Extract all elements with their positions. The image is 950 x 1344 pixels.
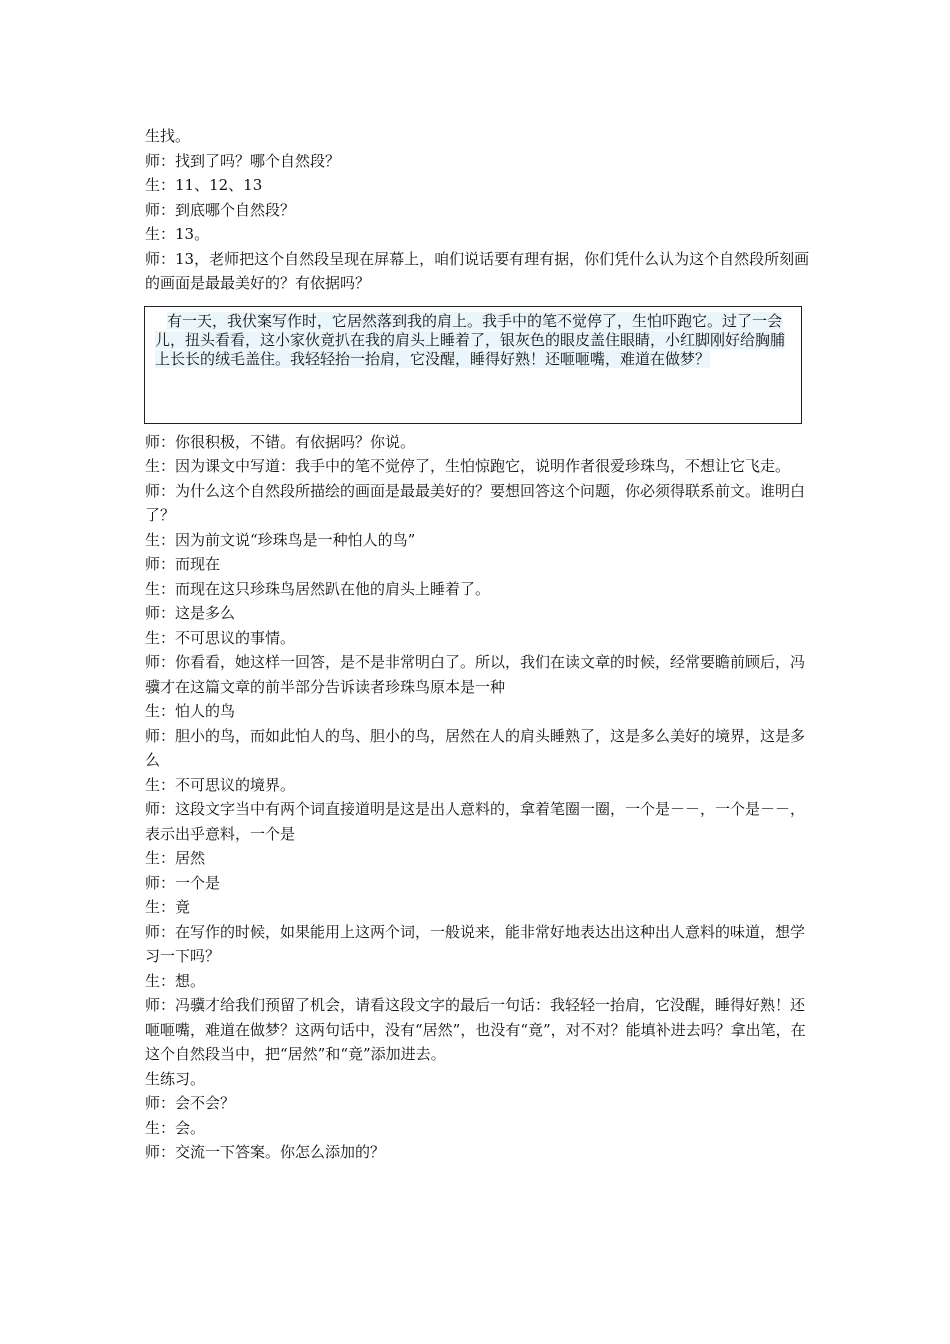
dialogue-line: 师：在写作的时候，如果能用上这两个词，一般说来，能非常好地表达出这种出人意料的味道，想学习一下吗？ [145,922,806,965]
dialogue-line: 生：11、12、13 [145,176,263,194]
dialogue-line: 师：交流一下答案。你怎么添加的？ [145,1143,386,1161]
dialogue-line: 生找。 [145,127,191,145]
dialogue-line: 生：居然 [145,849,206,867]
dialogue-line: 师：找到了吗？哪个自然段？ [145,151,341,170]
dialogue-line: 师：这是多么 [145,604,236,622]
dialogue-line: 生：13。 [145,225,210,243]
dialogue-line: 师：你看看，她这样一回答，是不是非常明白了。所以，我们在读文章的时候，经常要瞻前顾后，冯骥才在这篇文章的前半部分告诉读者珍珠鸟原本是一种 [145,653,806,696]
dialogue-line: 生：竟 [145,898,191,916]
quote-text: 有一天，我伏案写作时，它居然落到我的肩上。我手中的笔不觉停了，生怕吓跑它。过了一会儿，扭头看看，这小家伙竟扒在我的肩头上睡着了，银灰色的眼皮盖住眼睛，小红脚刚好给胸脯上长长的绒毛盖住。我轻轻抬一抬肩，它没醒，睡得好熟！还咂咂嘴，难道在做梦？ [155,311,786,368]
dialogue-line: 师：这段文字当中有两个词直接道明是这是出人意料的，拿着笔圈一圈，一个是－－，一个是－－，表示出乎意料，一个是 [145,800,806,843]
dialogue-line: 生：不可思议的境界。 [145,775,296,794]
dialogue-line: 生：会。 [145,1118,206,1137]
dialogue-line: 师：会不会？ [145,1094,236,1112]
dialogue-line: 师：胆小的鸟，而如此怕人的鸟、胆小的鸟，居然在人的肩头睡熟了，这是多么美好的境界，这是多么 [145,726,806,769]
quote-paragraph [155,311,791,368]
dialogue-line: 生：不可思议的事情。 [145,628,296,647]
dialogue-line: 生：因为前文说“珍珠鸟是一种怕人的鸟” [145,530,416,549]
document-body [145,124,810,1165]
dialogue-line: 师：冯骥才给我们预留了机会，请看这段文字的最后一句话：我轻轻一抬肩，它没醒，睡得好熟！还咂咂嘴，难道在做梦？这两句话中，没有“居然”，也没有“竟”，对不对？能填补进去吗？拿出笔，在这个自然段当中，把“居然”和“竟”添加进去。 [145,996,806,1063]
dialogue-line: 生：而现在这只珍珠鸟居然趴在他的肩头上睡着了。 [145,579,491,598]
dialogue-line: 生：想。 [145,971,206,990]
dialogue-line: 师：你很积极，不错。有依据吗？你说。 [145,432,416,451]
quote-box [144,306,802,424]
dialogue-line: 师：到底哪个自然段？ [145,200,296,219]
dialogue-line: 生：怕人的鸟 [145,702,236,720]
dialogue-line: 师：为什么这个自然段所描绘的画面是最最美好的？要想回答这个问题，你必须得联系前文。谁明白了？ [145,481,806,524]
dialogue-line: 师：一个是 [145,873,221,892]
dialogue-line: 生练习。 [145,1069,206,1088]
dialogue-line: 师：13，老师把这个自然段呈现在屏幕上，咱们说话要有理有据，你们凭什么认为这个自然段所刻画的画面是最最美好的？有依据吗？ [145,249,810,292]
dialogue-line: 生：因为课文中写道：我手中的笔不觉停了，生怕惊跑它，说明作者很爱珍珠鸟，不想让它飞走。 [145,457,791,475]
dialogue-line: 师：而现在 [145,555,221,573]
